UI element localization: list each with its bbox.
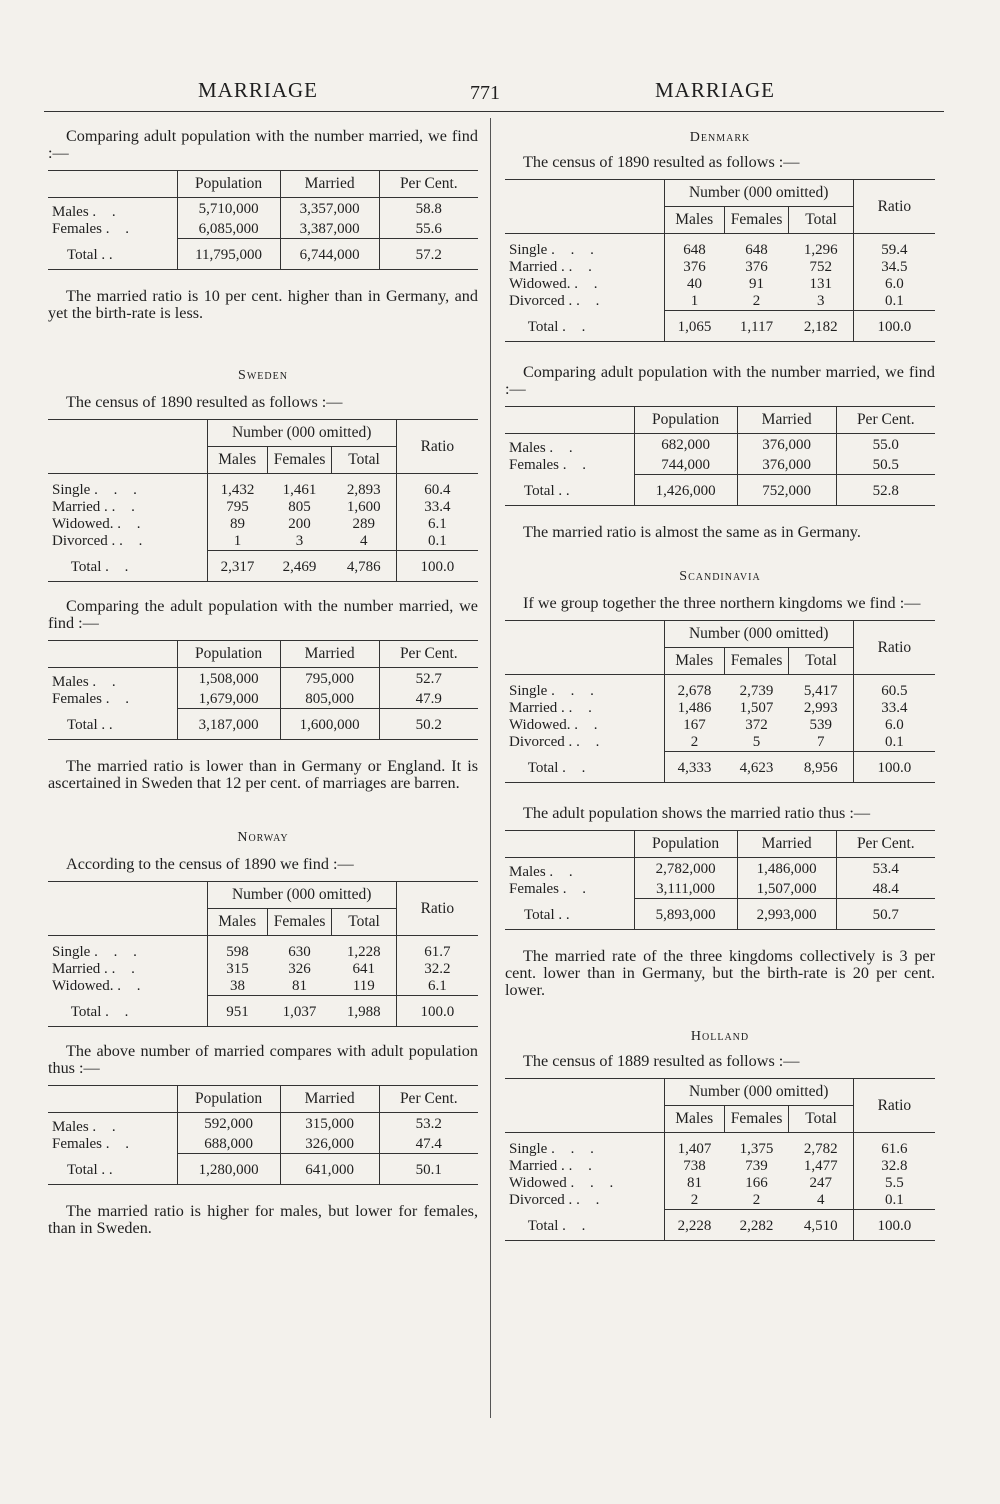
cell-females: 326	[288, 961, 311, 977]
table-pop-married	[505, 406, 935, 506]
table-row	[505, 717, 935, 734]
column-header: Ratio	[853, 180, 935, 234]
cell-ratio: 59.4	[853, 234, 935, 260]
cell-males: 738	[664, 1158, 724, 1175]
table-census	[505, 179, 935, 342]
row-label: Divorced . . .	[52, 533, 149, 550]
cell-population: 6,085,000	[177, 221, 280, 239]
cell-total: 289	[352, 516, 376, 532]
group-header: Number (000 omitted)	[664, 621, 853, 648]
paragraph: The married rate of the three kingdoms collectively is 3 per cent. lower than in Germany, but the birth-rate is 20 per cent. lower.	[505, 947, 935, 999]
column-header: Males	[207, 909, 267, 936]
paragraph: The census of 1889 resulted as follows :—	[523, 1052, 800, 1070]
cell-married: 6,744,000	[280, 239, 379, 270]
header-rule	[44, 111, 944, 112]
column-header: Ratio	[853, 621, 935, 675]
table-row	[48, 1113, 478, 1137]
cell-ratio: 60.4	[396, 474, 478, 500]
table-row-total	[505, 1210, 935, 1241]
table-census	[48, 419, 478, 582]
cell-population: 744,000	[634, 457, 737, 475]
row-label: Males . .	[509, 440, 579, 456]
table-row	[505, 434, 935, 458]
cell-females: 91	[749, 276, 765, 292]
row-label: Widowed. . .	[509, 717, 604, 733]
cell-population: 5,893,000	[634, 899, 737, 930]
table-row	[505, 881, 935, 899]
cell-ratio: 34.5	[853, 259, 935, 276]
cell-males: 795	[207, 499, 267, 516]
cell-ratio: 100.0	[853, 752, 935, 783]
column-header: Total	[789, 1106, 854, 1133]
column-header: Total	[332, 909, 397, 936]
cell-ratio: 0.1	[853, 734, 935, 752]
cell-population: 2,782,000	[634, 858, 737, 882]
row-label: Males . .	[52, 204, 122, 220]
cell-males: 167	[664, 717, 724, 734]
cell-ratio: 61.7	[396, 936, 478, 962]
paragraph: The above number of married compares with adult population thus :—	[48, 1042, 478, 1077]
table-row	[505, 1192, 935, 1210]
cell-percent: 58.8	[379, 198, 478, 222]
column-header: Per Cent.	[836, 407, 935, 434]
table-row	[48, 961, 478, 978]
cell-males: 1	[664, 293, 724, 311]
cell-males: 89	[207, 516, 267, 533]
cell-total: 1,228	[346, 944, 381, 960]
paragraph: The married ratio is lower than in Germany or England. It is ascertained in Sweden that 12 per cent. of marriages are barren.	[48, 757, 478, 792]
cell-females: 2	[752, 293, 761, 309]
column-header: Married	[280, 641, 379, 668]
cell-females: 5	[752, 734, 761, 750]
cell-percent: 57.2	[379, 239, 478, 270]
row-label: Married . . .	[509, 1158, 598, 1174]
cell-females: 3	[295, 533, 304, 549]
cell-males: 81	[664, 1175, 724, 1192]
section-heading: Denmark	[689, 130, 751, 145]
cell-ratio: 100.0	[853, 311, 935, 342]
table-census	[505, 1078, 935, 1241]
cell-females: 1,037	[267, 996, 332, 1027]
table-pop-married	[48, 1085, 478, 1185]
cell-ratio: 61.6	[853, 1133, 935, 1159]
cell-married: 805,000	[280, 691, 379, 709]
cell-total: 752	[809, 259, 833, 275]
cell-females: 81	[292, 978, 308, 994]
column-header: Total	[789, 207, 854, 234]
table-census	[505, 620, 935, 783]
column-header: Males	[664, 648, 724, 675]
row-label: Females . .	[509, 881, 592, 898]
cell-males: 38	[207, 978, 267, 996]
cell-population: 1,280,000	[177, 1154, 280, 1185]
table-row	[48, 516, 478, 533]
row-label: Single . . .	[52, 482, 143, 498]
cell-total: 4	[360, 533, 368, 549]
row-label: Total . .	[505, 899, 634, 930]
cell-ratio: 6.1	[396, 978, 478, 996]
cell-total: 3	[817, 293, 825, 309]
cell-total: 2,182	[789, 311, 854, 342]
column-rule	[490, 118, 491, 1418]
cell-females: 739	[745, 1158, 768, 1174]
row-label: Females . .	[509, 457, 592, 474]
cell-ratio: 100.0	[853, 1210, 935, 1241]
row-label: Total . .	[48, 239, 177, 270]
table-row-total	[505, 475, 935, 506]
column-header: Married	[280, 171, 379, 198]
row-label: Females . .	[52, 221, 135, 238]
cell-males: 1,486	[664, 700, 724, 717]
cell-ratio: 33.4	[396, 499, 478, 516]
cell-total: 4,510	[789, 1210, 854, 1241]
cell-males: 648	[664, 234, 724, 260]
paragraph: Comparing the adult population with the number married, we find :—	[48, 597, 478, 632]
row-label: Total . .	[505, 752, 664, 783]
cell-ratio: 6.0	[853, 717, 935, 734]
column-header: Per Cent.	[379, 1086, 478, 1113]
cell-percent: 47.4	[379, 1136, 478, 1154]
cell-married: 2,993,000	[737, 899, 836, 930]
row-label: Total . .	[48, 996, 207, 1027]
right-column	[505, 116, 935, 1241]
table-row-total	[505, 311, 935, 342]
cell-ratio: 0.1	[853, 1192, 935, 1210]
cell-males: 315	[207, 961, 267, 978]
cell-total: 2,782	[803, 1141, 838, 1157]
cell-females: 2,282	[724, 1210, 789, 1241]
cell-married: 752,000	[737, 475, 836, 506]
cell-ratio: 6.1	[396, 516, 478, 533]
cell-married: 3,357,000	[280, 198, 379, 222]
cell-population: 1,679,000	[177, 691, 280, 709]
row-label: Males . .	[509, 864, 579, 880]
table-row	[505, 1158, 935, 1175]
table-row	[505, 700, 935, 717]
cell-ratio: 5.5	[853, 1175, 935, 1192]
cell-females: 4,623	[724, 752, 789, 783]
paragraph: The census of 1890 resulted as follows :—	[66, 393, 343, 411]
row-label: Widowed. . .	[52, 516, 147, 532]
cell-males: 2	[664, 1192, 724, 1210]
cell-percent: 55.0	[836, 434, 935, 458]
cell-total: 4,786	[332, 551, 397, 582]
table-row-total	[505, 752, 935, 783]
cell-females: 648	[745, 242, 768, 258]
cell-ratio: 100.0	[396, 551, 478, 582]
paragraph: The married ratio is almost the same as in Germany.	[523, 523, 861, 541]
row-label: Females . .	[52, 1136, 135, 1153]
table-row	[48, 691, 478, 709]
cell-males: 951	[207, 996, 267, 1027]
column-header: Females	[724, 1106, 789, 1133]
column-header: Females	[724, 207, 789, 234]
paragraph: The married ratio is higher for males, but lower for females, than in Sweden.	[48, 1202, 478, 1237]
cell-males: 1	[207, 533, 267, 551]
row-label: Widowed. . .	[52, 978, 147, 995]
row-label: Single . . .	[52, 944, 143, 960]
cell-males: 1,407	[664, 1133, 724, 1159]
column-header: Population	[177, 641, 280, 668]
table-census	[48, 881, 478, 1027]
cell-total: 539	[809, 717, 833, 733]
row-label: Single . . .	[509, 242, 600, 258]
row-label: Single . . .	[509, 683, 600, 699]
cell-females: 1,117	[724, 311, 789, 342]
row-label: Divorced . . .	[509, 293, 606, 310]
page-header	[0, 78, 1000, 112]
table-row	[48, 1136, 478, 1154]
cell-total: 1,477	[803, 1158, 838, 1174]
cell-married: 376,000	[737, 457, 836, 475]
cell-males: 1,432	[207, 474, 267, 500]
cell-married: 1,600,000	[280, 709, 379, 740]
paragraph: The married ratio is 10 per cent. higher than in Germany, and yet the birth-rate is less.	[48, 287, 478, 322]
cell-ratio: 32.2	[396, 961, 478, 978]
cell-females: 376	[745, 259, 768, 275]
table-row-total	[48, 996, 478, 1027]
cell-married: 326,000	[280, 1136, 379, 1154]
cell-females: 2,739	[739, 683, 774, 699]
column-header: Females	[267, 447, 332, 474]
column-header: Married	[280, 1086, 379, 1113]
cell-married: 376,000	[737, 434, 836, 458]
table-row	[48, 936, 478, 962]
group-header: Number (000 omitted)	[664, 180, 853, 207]
table-row	[505, 1133, 935, 1159]
cell-percent: 50.2	[379, 709, 478, 740]
row-label: Widowed . . .	[509, 1175, 620, 1191]
row-label: Males . .	[52, 674, 122, 690]
row-label: Married . . .	[509, 259, 598, 275]
paragraph: The census of 1890 resulted as follows :—	[523, 153, 800, 171]
cell-total: 2,893	[346, 482, 381, 498]
paragraph: The adult population shows the married ratio thus :—	[523, 804, 871, 822]
column-header: Population	[634, 831, 737, 858]
group-header: Number (000 omitted)	[664, 1079, 853, 1106]
row-label: Divorced . . .	[509, 1192, 606, 1209]
row-label: Total . .	[505, 475, 634, 506]
column-header: Total	[789, 648, 854, 675]
cell-total: 247	[809, 1175, 833, 1191]
section-heading: Norway	[237, 830, 289, 845]
cell-females: 166	[745, 1175, 768, 1191]
cell-total: 8,956	[789, 752, 854, 783]
row-label: Married . . .	[52, 961, 141, 977]
paragraph: According to the census of 1890 we find :—	[66, 855, 354, 873]
cell-married: 641,000	[280, 1154, 379, 1185]
cell-population: 3,111,000	[634, 881, 737, 899]
cell-ratio: 0.1	[853, 293, 935, 311]
cell-males: 1,065	[664, 311, 724, 342]
paragraph: If we group together the three northern kingdoms we find :—	[523, 594, 921, 612]
cell-population: 682,000	[634, 434, 737, 458]
cell-ratio: 33.4	[853, 700, 935, 717]
cell-population: 3,187,000	[177, 709, 280, 740]
cell-females: 1,375	[739, 1141, 774, 1157]
cell-males: 376	[664, 259, 724, 276]
page-number: 771	[470, 82, 500, 104]
column-header: Females	[724, 648, 789, 675]
cell-percent: 52.8	[836, 475, 935, 506]
cell-females: 372	[745, 717, 768, 733]
row-label: Total . .	[48, 709, 177, 740]
table-row	[505, 1175, 935, 1192]
cell-females: 805	[288, 499, 311, 515]
column-header: Population	[634, 407, 737, 434]
section-heading: Holland	[690, 1029, 750, 1044]
table-row	[505, 457, 935, 475]
cell-percent: 47.9	[379, 691, 478, 709]
cell-total: 1,988	[332, 996, 397, 1027]
table-row	[505, 259, 935, 276]
table-row	[505, 234, 935, 260]
cell-percent: 50.7	[836, 899, 935, 930]
row-label: Total . .	[505, 1210, 664, 1241]
cell-total: 7	[817, 734, 825, 750]
cell-population: 5,710,000	[177, 198, 280, 222]
cell-males: 2	[664, 734, 724, 752]
cell-females: 2,469	[267, 551, 332, 582]
paragraph: Comparing adult population with the number married, we find :—	[505, 363, 935, 398]
running-head-left: MARRIAGE	[198, 78, 319, 102]
cell-population: 1,508,000	[177, 668, 280, 692]
cell-males: 2,678	[664, 675, 724, 701]
cell-population: 1,426,000	[634, 475, 737, 506]
column-header: Total	[332, 447, 397, 474]
row-label: Married . . .	[509, 700, 598, 716]
table-row	[505, 276, 935, 293]
cell-males: 4,333	[664, 752, 724, 783]
cell-percent: 50.5	[836, 457, 935, 475]
column-header: Ratio	[853, 1079, 935, 1133]
row-label: Divorced . . .	[509, 734, 606, 751]
column-header: Population	[177, 1086, 280, 1113]
row-label: Total . .	[505, 311, 664, 342]
cell-population: 688,000	[177, 1136, 280, 1154]
cell-males: 40	[664, 276, 724, 293]
column-header: Per Cent.	[379, 171, 478, 198]
cell-females: 630	[288, 944, 311, 960]
column-header: Males	[207, 447, 267, 474]
cell-ratio: 60.5	[853, 675, 935, 701]
row-label: Single . . .	[509, 1141, 600, 1157]
cell-population: 11,795,000	[177, 239, 280, 270]
table-pop-married	[48, 170, 478, 270]
cell-married: 315,000	[280, 1113, 379, 1137]
cell-percent: 52.7	[379, 668, 478, 692]
row-label: Males . .	[52, 1119, 122, 1135]
row-label: Total . .	[48, 1154, 177, 1185]
cell-females: 1,461	[282, 482, 317, 498]
cell-married: 1,507,000	[737, 881, 836, 899]
column-header: Married	[737, 407, 836, 434]
column-header: Females	[267, 909, 332, 936]
table-row	[48, 978, 478, 996]
cell-total: 5,417	[803, 683, 838, 699]
table-row	[48, 533, 478, 551]
table-row-total	[48, 551, 478, 582]
column-header: Ratio	[396, 420, 478, 474]
row-label: Married . . .	[52, 499, 141, 515]
group-header: Number (000 omitted)	[207, 882, 396, 909]
cell-population: 592,000	[177, 1113, 280, 1137]
table-row	[505, 734, 935, 752]
left-column	[48, 116, 478, 1237]
cell-ratio: 32.8	[853, 1158, 935, 1175]
table-row	[48, 198, 478, 222]
cell-married: 3,387,000	[280, 221, 379, 239]
table-row	[505, 675, 935, 701]
table-row	[48, 474, 478, 500]
column-header: Population	[177, 171, 280, 198]
cell-males: 598	[207, 936, 267, 962]
table-row-total	[48, 239, 478, 270]
cell-males: 2,228	[664, 1210, 724, 1241]
cell-females: 1,507	[739, 700, 774, 716]
cell-total: 131	[809, 276, 833, 292]
cell-ratio: 6.0	[853, 276, 935, 293]
table-row	[48, 668, 478, 692]
cell-ratio: 100.0	[396, 996, 478, 1027]
column-header: Married	[737, 831, 836, 858]
row-label: Females . .	[52, 691, 135, 708]
cell-total: 1,600	[346, 499, 381, 515]
cell-percent: 53.4	[836, 858, 935, 882]
running-head-right: MARRIAGE	[655, 78, 776, 102]
cell-married: 1,486,000	[737, 858, 836, 882]
row-label: Widowed. . .	[509, 276, 604, 292]
cell-total: 641	[352, 961, 376, 977]
cell-males: 2,317	[207, 551, 267, 582]
table-row-total	[505, 899, 935, 930]
paragraph: Comparing adult population with the number married, we find :—	[48, 127, 478, 162]
table-row-total	[48, 709, 478, 740]
column-header: Per Cent.	[836, 831, 935, 858]
table-pop-married	[505, 830, 935, 930]
table-row	[48, 499, 478, 516]
table-pop-married	[48, 640, 478, 740]
section-heading: Sweden	[238, 368, 288, 383]
cell-total: 2,993	[803, 700, 838, 716]
cell-married: 795,000	[280, 668, 379, 692]
cell-percent: 53.2	[379, 1113, 478, 1137]
cell-percent: 48.4	[836, 881, 935, 899]
cell-total: 4	[817, 1192, 825, 1208]
cell-percent: 50.1	[379, 1154, 478, 1185]
group-header: Number (000 omitted)	[207, 420, 396, 447]
table-row-total	[48, 1154, 478, 1185]
column-header: Males	[664, 207, 724, 234]
cell-females: 2	[752, 1192, 761, 1208]
cell-total: 1,296	[803, 242, 838, 258]
row-label: Total . .	[48, 551, 207, 582]
table-row	[505, 293, 935, 311]
cell-females: 200	[288, 516, 311, 532]
cell-percent: 55.6	[379, 221, 478, 239]
cell-ratio: 0.1	[396, 533, 478, 551]
column-header: Males	[664, 1106, 724, 1133]
table-row	[48, 221, 478, 239]
section-heading: Scandinavia	[679, 569, 761, 584]
column-header: Ratio	[396, 882, 478, 936]
column-header: Per Cent.	[379, 641, 478, 668]
table-row	[505, 858, 935, 882]
cell-total: 119	[352, 978, 375, 994]
